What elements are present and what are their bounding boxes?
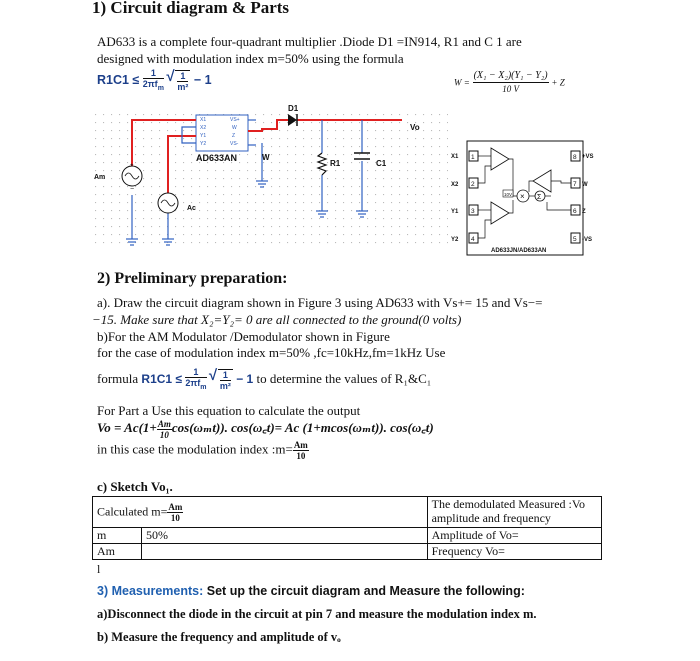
prep-b-line2: for the case of modulation index m=50% ,fc=10kHz,fm=1kHz Use [97,345,446,360]
w-tail: + Z [551,77,565,88]
prep-formula-suffix: to determine the values of R₁&C₁ [256,371,432,387]
pin-name-vsp: +VS [582,154,594,160]
pin-num-6: 6 [573,208,577,215]
ref-label: 10V [504,192,513,197]
section1-title: 1) Circuit diagram & Parts [92,0,290,17]
prep-a-line1: a). Draw the circuit diagram shown in Figure 3 using AD633 with Vs+= 15 and Vs−= [97,295,543,310]
pin-name-vsm: -VS [582,237,593,243]
circuit-diagram [92,103,448,253]
row-m-label: m [93,528,142,544]
pin-num-5: 5 [573,236,577,243]
pin-name-z: Z [582,209,586,215]
prep-frac2-den: m² [219,380,231,391]
calc-cell [93,497,428,528]
prep-frac1-den-sub: m [200,383,207,391]
pin-name-y1: Y1 [451,209,459,215]
prep-frac1-den: 2πf [185,378,201,388]
prep-formula-prefix: formula [97,371,139,387]
formula-lhs: R1C1 ≤ [97,73,140,88]
source-am-label: Am [94,174,106,181]
pin-num-8: 8 [573,154,577,161]
pin-num-2: 2 [471,181,475,188]
pin-name-x1: X1 [451,154,459,160]
pinout-diagram [451,140,599,258]
modidx-text: in this case the modulation index :m= [97,441,293,457]
prep-frac1-num: 1 [185,367,206,378]
pin-name-y2: Y2 [451,237,459,243]
svg-text:+: + [130,163,134,169]
chip-pin-vsm: VS- [230,141,239,147]
demod-line2: amplitude and frequency [431,511,551,525]
intro-line2: designed with modulation index m=50% using the formula [97,51,404,66]
formula-tail: − 1 [193,73,212,88]
chip-pin-z: Z [232,133,236,139]
vo-frac-den: 10 [159,429,169,440]
prep-formula-tail: − 1 [236,372,254,387]
vo-eq-part2: cos(ωₘt)). cos(ω꜀t)= Ac (1+mcos(ωₘt)). cos(ω꜀t) [171,420,434,435]
vo-equation [97,418,434,440]
calc-den: 10 [170,512,180,523]
frac1-den: 2πf [142,79,158,89]
w-label: W [262,153,270,162]
diode-label: D1 [288,104,299,113]
w-lhs: W = [454,77,470,88]
row-am-label: Am [93,544,142,560]
modidx-den: 10 [296,451,306,461]
chip-pin-y2: Y2 [200,141,207,147]
capacitor-label: C1 [376,159,387,168]
pin-num-4: 4 [471,236,475,243]
w-den: 10 V [502,84,519,94]
calc-num: Am [168,501,183,512]
modidx-line [97,440,309,461]
pin-name-x2: X2 [451,182,459,188]
prep-formula-line [97,367,431,393]
frac2-num: √ 1 [177,71,188,82]
w-num: (X₁ − X₂)(Y₁ − Y₂) [473,70,548,81]
pin-num-1: 1 [471,154,475,161]
output-label: Vo [410,123,420,132]
section2-title: 2) Preliminary preparation: [97,270,288,287]
section3-title-rest: Set up the circuit diagram and Measure the following: [203,584,525,598]
chip-pin-vsp: VS+ [230,117,240,123]
vo-eq-part1: Vo = Ac(1+ [97,420,157,435]
source-ac-label: Ac [187,205,196,212]
chip-pin-x1: X1 [200,117,207,123]
intro-line1: AD633 is a complete four-quadrant multiplier .Diode D1 =IN914, R1 and C 1 are [97,34,522,49]
sum-symbol: Σ [537,194,542,201]
pin-name-w: W [582,182,588,188]
formula-w [454,70,565,95]
measure-a: a)Disconnect the diode in the circuit at pin 7 and measure the modulation index m. [97,607,537,621]
pin-num-7: 7 [573,181,577,188]
row-m-value: 50% [142,528,428,544]
prep-b-line1: b)For the AM Modulator /Demodulator shown in Figure [97,329,390,344]
section3-title-blue: 3) Measurements: [97,584,204,598]
mult-symbol: × [520,192,525,201]
prep-frac2-num: √ 1 [220,370,231,381]
svg-text:−: − [130,186,135,193]
prep-parta: For Part a Use this equation to calculate the output [97,403,361,418]
prep-formula-lhs: R1C1 ≤ [141,372,183,387]
chip-pin-x2: X2 [200,125,207,131]
chip-label: AD633AN [196,153,238,163]
formula-r1c1 [97,68,212,94]
pinout-caption: AD633JN/AD633AN [491,248,547,254]
section3-title [97,584,525,598]
pin-num-3: 3 [471,208,475,215]
sketch-title: c) Sketch Vo₁. [97,479,173,494]
demod-cell [427,497,601,528]
freq-label: Frequency Vo= [427,544,601,560]
stray-mark: l [97,562,101,576]
frac1-den-sub: m [157,84,164,92]
chip-pin-w: W [232,125,237,131]
vo-frac-num: Am [157,418,171,429]
resistor-label: R1 [330,159,341,168]
results-table [92,496,602,560]
row-am-value [142,544,428,560]
calc-label: Calculated m= [97,503,168,518]
frac2-den: m² [177,81,189,92]
modidx-num: Am [293,440,308,450]
amp-label: Amplitude of Vo= [427,528,601,544]
measure-b: b) Measure the frequency and amplitude of vₒ [97,630,341,644]
demod-line1: The demodulated Measured :Vo [431,497,586,511]
prep-a-line2: −15. Make sure that X₂=Y₂= 0 are all connected to the ground(0 volts) [92,312,462,327]
chip-pin-y1: Y1 [200,133,207,139]
frac1-num: 1 [143,68,164,79]
